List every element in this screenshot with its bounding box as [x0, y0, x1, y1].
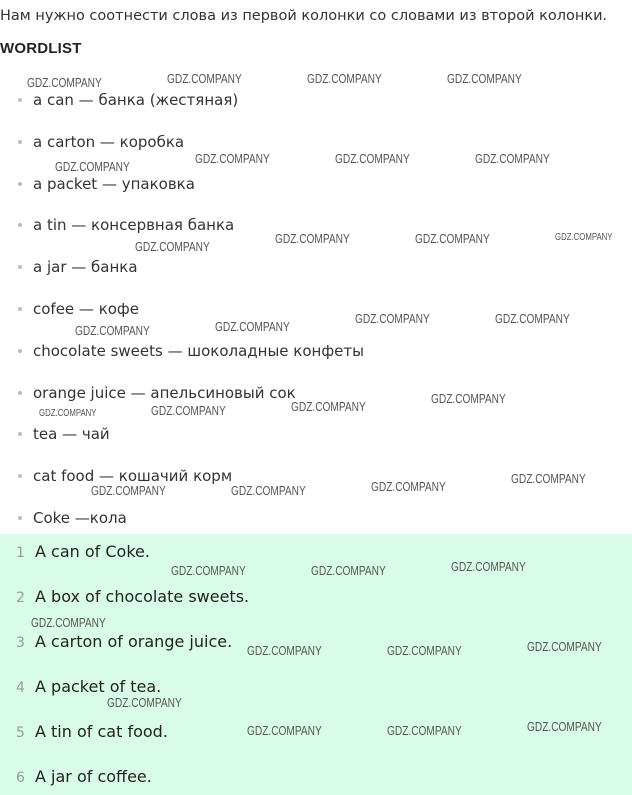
watermark: GDZ.COMPANY [55, 159, 130, 174]
watermark: GDZ.COMPANY [171, 563, 246, 578]
bullet-icon [18, 474, 22, 478]
watermark: GDZ.COMPANY [91, 483, 166, 498]
watermark: GDZ.COMPANY [231, 483, 306, 498]
answer-item: 1 A can of Coke. [16, 542, 150, 561]
wordlist-heading: WORDLIST [0, 40, 82, 57]
wordlist-item: chocolate sweets — шоколадные конфеты [18, 341, 364, 361]
watermark: GDZ.COMPANY [167, 71, 242, 86]
watermark: GDZ.COMPANY [511, 471, 586, 486]
watermark: GDZ.COMPANY [75, 323, 150, 338]
watermark: GDZ.COMPANY [335, 151, 410, 166]
bullet-icon [18, 349, 22, 353]
watermark: GDZ.COMPANY [495, 311, 570, 326]
bullet-icon [18, 140, 22, 144]
watermark: GDZ.COMPANY [447, 71, 522, 86]
watermark: GDZ.COMPANY [135, 239, 210, 254]
watermark: GDZ.COMPANY [307, 71, 382, 86]
wordlist-item: a packet — упаковка [18, 174, 195, 194]
wordlist-item: tea — чай [18, 424, 110, 444]
watermark: GDZ.COMPANY [415, 231, 490, 246]
watermark: GDZ.COMPANY [555, 232, 613, 243]
answer-item: 5 A tin of cat food. [16, 722, 168, 741]
wordlist-item: a tin — консервная банка [18, 215, 234, 235]
watermark: GDZ.COMPANY [355, 311, 430, 326]
watermark: GDZ.COMPANY [451, 559, 526, 574]
watermark: GDZ.COMPANY [151, 403, 226, 418]
wordlist-item: cat food — кошачий корм [18, 466, 232, 486]
bullet-icon [18, 182, 22, 186]
answer-item: 3 A carton of orange juice. [16, 632, 233, 651]
watermark: GDZ.COMPANY [247, 643, 322, 658]
bullet-icon [18, 265, 22, 269]
watermark: GDZ.COMPANY [371, 479, 446, 494]
wordlist-item: a jar — банка [18, 257, 138, 277]
bullet-icon [18, 391, 22, 395]
watermark: GDZ.COMPANY [195, 151, 270, 166]
watermark: GDZ.COMPANY [215, 319, 290, 334]
watermark: GDZ.COMPANY [387, 723, 462, 738]
answer-item: 6 A jar of coffee. [16, 767, 152, 786]
task-instruction: Нам нужно соотнести слова из первой колонки со словами из второй колонки. [0, 8, 608, 24]
answer-item: 4 A packet of tea. [16, 677, 162, 696]
bullet-icon [18, 307, 22, 311]
watermark: GDZ.COMPANY [275, 231, 350, 246]
watermark: GDZ.COMPANY [31, 615, 106, 630]
watermark: GDZ.COMPANY [311, 563, 386, 578]
watermark: GDZ.COMPANY [475, 151, 550, 166]
watermark: GDZ.COMPANY [291, 399, 366, 414]
wordlist-item: a carton — коробка [18, 132, 184, 152]
bullet-icon [18, 432, 22, 436]
watermark: GDZ.COMPANY [387, 643, 462, 658]
answer-item: 2 A box of chocolate sweets. [16, 587, 250, 606]
watermark: GDZ.COMPANY [39, 408, 97, 419]
watermark: GDZ.COMPANY [247, 723, 322, 738]
wordlist-item: a can — банка (жестяная) [18, 90, 238, 110]
bullet-icon [18, 98, 22, 102]
watermark: GDZ.COMPANY [431, 391, 506, 406]
watermark: GDZ.COMPANY [527, 639, 602, 654]
wordlist-item: orange juice — апельсиновый сок [18, 383, 296, 403]
bullet-icon [18, 223, 22, 227]
watermark: GDZ.COMPANY [107, 695, 182, 710]
bullet-icon [18, 516, 22, 520]
watermark: GDZ.COMPANY [527, 719, 602, 734]
wordlist-item: cofee — кофе [18, 299, 139, 319]
watermark: GDZ.COMPANY [27, 75, 102, 90]
wordlist-item: Coke —кола [18, 508, 127, 528]
